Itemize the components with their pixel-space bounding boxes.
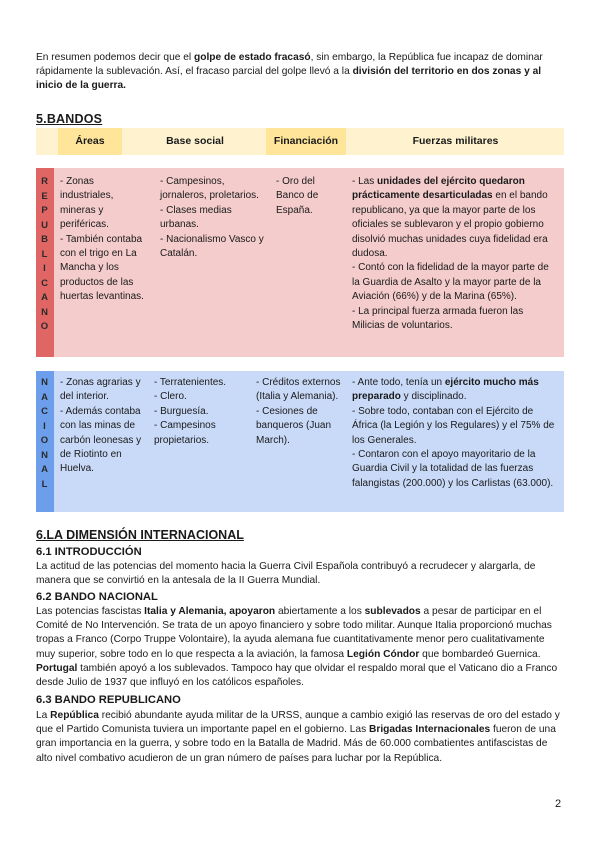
header-fuerzas-militares: Fuerzas militares <box>412 135 499 148</box>
section-6-3-text: La República recibió abundante ayuda militar de la URSS, aunque a cambio exigió las reservas de oro del estado y que el Partido Comunista tuviera un importante papel en el gobierno. Las Brigadas Internacionales fueron de una gran importancia en la guerra, y sobre todo en la Batalla de Madrid. Más de 60.000 combatientes antifascistas de alto nivel combativo acudieron de un gran número de países para luchar por la República. <box>36 710 560 764</box>
section-5-title: 5.BANDOS <box>36 112 103 126</box>
republicano-base-social: - Campesinos, jornaleros, proletarios. - Clases medias urbanas. - Nacionalismo Vasco y Catalán. <box>160 176 264 260</box>
section-6-title: 6.LA DIMENSIÓN INTERNACIONAL <box>36 528 244 542</box>
section-6-3-title: 6.3 BANDO REPUBLICANO <box>36 694 181 706</box>
intro-paragraph: En resumen podemos decir que el golpe de estado fracasó, sin embargo, la República fue incapaz de dominar rápidamente la sublevación. Así, el fracaso parcial del golpe llevó a la división del territorio en dos zonas y al inicio de la guerra. <box>36 52 543 92</box>
republicano-areas: - Zonas industriales, mineras y periféricas. - También contaba con el trigo en La Mancha y los productos de las huertas levantinas. <box>60 176 144 303</box>
republicano-financiacion: - Oro del Banco de España. <box>276 176 319 216</box>
header-areas: Áreas <box>58 128 122 155</box>
nacional-fuerzas: - Ante todo, tenía un ejército mucho más preparado y disciplinado. - Sobre todo, contaban con el Ejército de África (la Legión y los Regulares) y el 75% de los Generales. - Contaron con el apoyo mayoritario de la Guardia Civil y la totalidad de las fuerzas falangistas (200.000) y los Carlistas (63.000). <box>352 377 555 489</box>
section-6-2-text: Las potencias fascistas Italia y Alemania, apoyaron abiertamente a los sublevados a pesar de participar en el Comité de No Intervención. Se trata de un apoyo financiero y sobre todo militar. Aunque Italia proporcionó muchas tropas a Franco (Corpo Truppe Volontaire), la ayuda alemana fue cuantitativamente menor pero cualitativamente muy superior, sobre todo en lo que respecta a la aviación, la famosa Legión Cóndor que bombardeó Guernica. Portugal también apoyó a los sublevados. Tampoco hay que olvidar el respaldo moral que el Vaticano dio a Franco desde Julio de 1937 que influyó en los católicos españoles. <box>36 606 558 689</box>
section-6-2-title: 6.2 BANDO NACIONAL <box>36 591 158 603</box>
nacional-base-social: - Terratenientes. - Clero. - Burguesía. - Campesinos propietarios. <box>154 377 227 446</box>
page-number: 2 <box>555 798 562 810</box>
nacional-areas: - Zonas agrarias y del interior. - Además contaba con las minas de carbón leonesas y de Riotinto en Huelva. <box>60 377 142 475</box>
header-base-social: Base social <box>166 135 224 148</box>
nacional-financiacion: - Créditos externos (Italia y Alemania). - Cesiones de banqueros (Juan March). <box>256 377 341 446</box>
header-financiacion: Financiación <box>266 128 346 155</box>
republicano-vertical-label: R E P U B L I C A N O <box>40 176 49 332</box>
republicano-fuerzas: - Las unidades del ejército quedaron prácticamente desarticuladas en el bando republicano, ya que la mayor parte de los oficiales se sublevaron y el propio gobierno disolvió muchas unidades cuya fidelidad era dudosa. - Contó con la fidelidad de la mayor parte de la Guardia de Asalto y la mayor parte de la Aviación (66%) y de la Marina (65%). - La principal fuerza armada fueron las Milicias de voluntarios. <box>352 176 549 332</box>
section-6-1-title: 6.1 INTRODUCCIÓN <box>36 546 142 558</box>
section-6-1-text: La actitud de las potencias del momento hacia la Guerra Civil Española contribuyó a recrudecer y alargarla, de manera que se convirtió en la antesala de la II Guerra Mundial. <box>36 561 536 587</box>
nacional-vertical-label: N A C I O N A L <box>40 377 49 490</box>
